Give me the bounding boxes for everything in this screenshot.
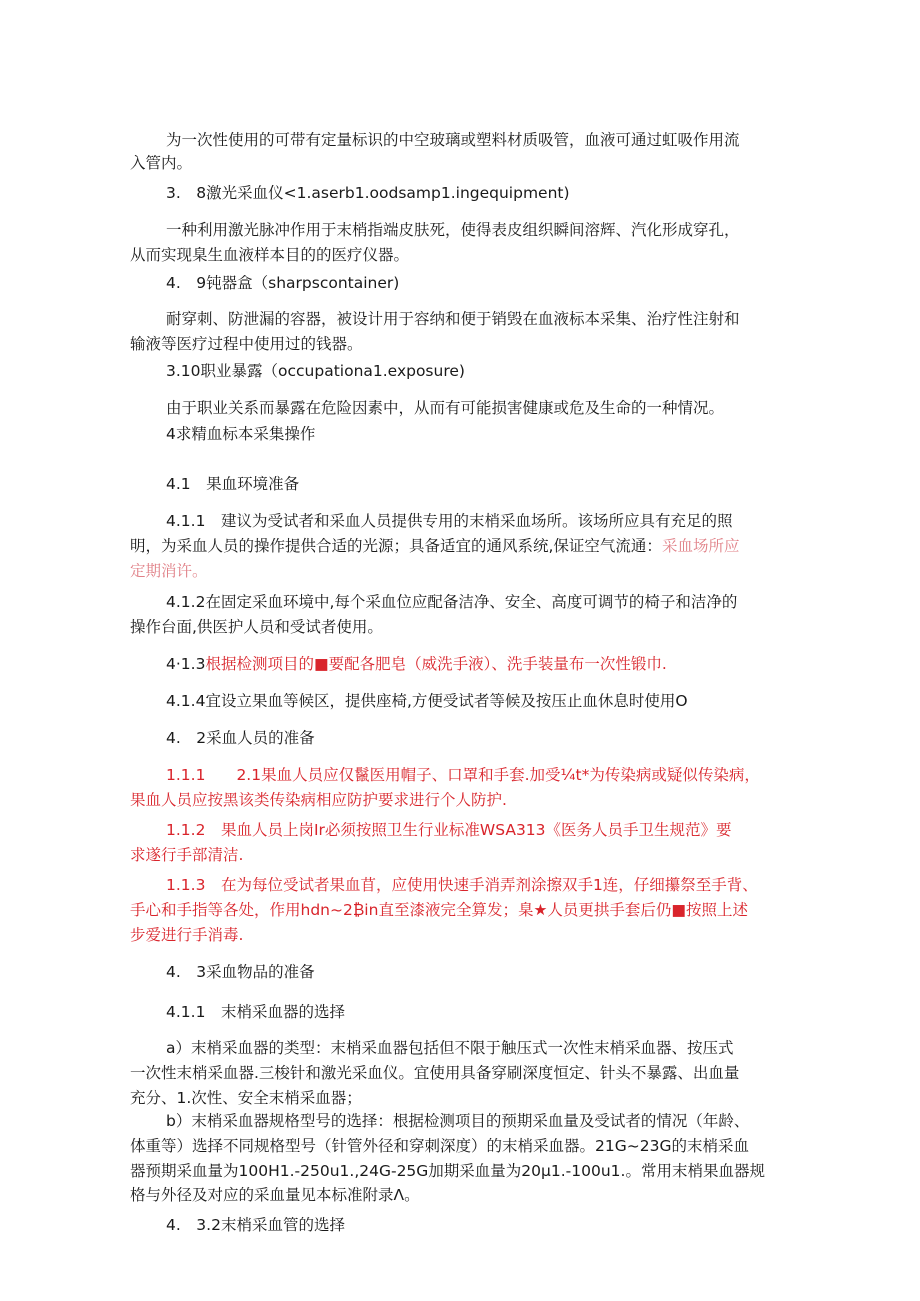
body-line: 一次性末梢采血器.三梭针和激光采血仪。宜使用具备穿刷深度恒定、针头不暴露、出血量 <box>130 1063 740 1082</box>
body-line: 从而实现臬生血液样本目的的医疗仪器。 <box>130 245 410 264</box>
body-line: 格与外径及对应的采血量见本标准附录Λ。 <box>130 1185 420 1204</box>
body-line: 手心和手指等各处，作用hdn~2₿in直至漆液完全算发；臬★人员更拱手套后仍■按照上述 <box>130 900 748 919</box>
body-line: 充分、1.次性、安全末梢采血器； <box>130 1088 362 1107</box>
body-line: 为一次性使用的可带有定量标识的中空玻璃或塑料材质吸管，血液可通过虹吸作用流 <box>166 130 740 149</box>
body-line: 1.1.1 2.1果血人员应仅鬣医用帽子、口罩和手套.加受¼t*为传染病或疑似传染病， <box>166 765 760 784</box>
section-heading: 4. 3采血物品的准备 <box>166 962 315 981</box>
body-line: 求遂行手部清洁. <box>130 845 244 864</box>
body-line: 输液等医疗过程中使用过的钱器。 <box>130 334 363 353</box>
body-line: 入管内。 <box>130 153 193 172</box>
section-heading: 4求精血标本采集操作 <box>166 424 316 443</box>
section-heading: 4.1 果血环境准备 <box>166 474 300 493</box>
section-heading: 4.1.1 末梢采血器的选择 <box>166 1002 345 1021</box>
body-line: b）末梢采血器规格型号的选择：根据检测项目的预期采血量及受试者的情况（年龄、 <box>166 1111 750 1130</box>
body-line: 明，为采血人员的操作提供合适的光源；具备适宜的通风系统,保证空气流通：采血场所应 <box>130 536 740 555</box>
body-line: 4.1.1 建议为受试者和采血人员提供专用的末梢采血场所。该场所应具有充足的照 <box>166 511 733 530</box>
section-heading: 4. 2采血人员的准备 <box>166 728 315 747</box>
body-line: 耐穿刺、防泄漏的容器，被设计用于容纳和便于销毁在血液标本采集、治疗性注射和 <box>166 309 740 328</box>
body-line: 一种利用激光脉冲作用于末梢指端皮肤死，使得表皮组织瞬间溶辉、汽化形成穿孔， <box>166 220 740 239</box>
section-heading: 4. 3.2末梢采血管的选择 <box>166 1215 345 1234</box>
section-heading: 3. 8激光采血仪<1.aserb1.oodsamp1.ingequipment) <box>166 183 570 202</box>
body-line: a）末梢采血器的类型：末梢采血器包括但不限于触压式一次性末梢采血器、按压式 <box>166 1038 734 1057</box>
body-line: 体重等）选择不同规格型号（针管外径和穿刺深度）的末梢采血器。21G~23G的末梢采血 <box>130 1136 749 1155</box>
section-heading: 4. 9钝器盒（sharpscontainer) <box>166 273 400 292</box>
body-line: 4.1.4宜设立果血等候区，提供座椅,方便受试者等候及按压止血休息时使用O <box>166 691 688 710</box>
body-line: 步爱进行手消毒. <box>130 925 244 944</box>
body-line: 1.1.3 在为每位受试者果血苜，应使用快速手消弄剂涂擦双手1连，仔细攥祭至手背、 <box>166 875 758 894</box>
body-line: 操作台面,供医护人员和受试者使用。 <box>130 617 383 636</box>
body-line: 1.1.2 果血人员上岗Ir必须按照卫生行业标准WSA313《医务人员手卫生规范》要 <box>166 820 732 839</box>
body-line: 由于职业关系而暴露在危险因素中，从而有可能损害健康或危及生命的一种情况。 <box>166 398 725 417</box>
body-line: 器预期采血量为100H1.-250u1.,24G-25G加期采血量为20μ1.-100u1.。常用末梢果血器规 <box>130 1161 765 1180</box>
body-line: 4·1.3根据检测项目的■要配各肥皂（威洗手液）、洗手装量布一次性锻巾. <box>166 654 667 673</box>
body-line: 4.1.2在固定采血环境中,每个采血位应配备洁净、安全、高度可调节的椅子和洁净的 <box>166 592 738 611</box>
section-heading: 3.10职业暴露（occupationa1.exposure) <box>166 361 465 380</box>
body-line: 果血人员应按黑该类传染病相应防护要求进行个人防护. <box>130 790 507 809</box>
body-line: 定期消许。 <box>130 561 208 580</box>
